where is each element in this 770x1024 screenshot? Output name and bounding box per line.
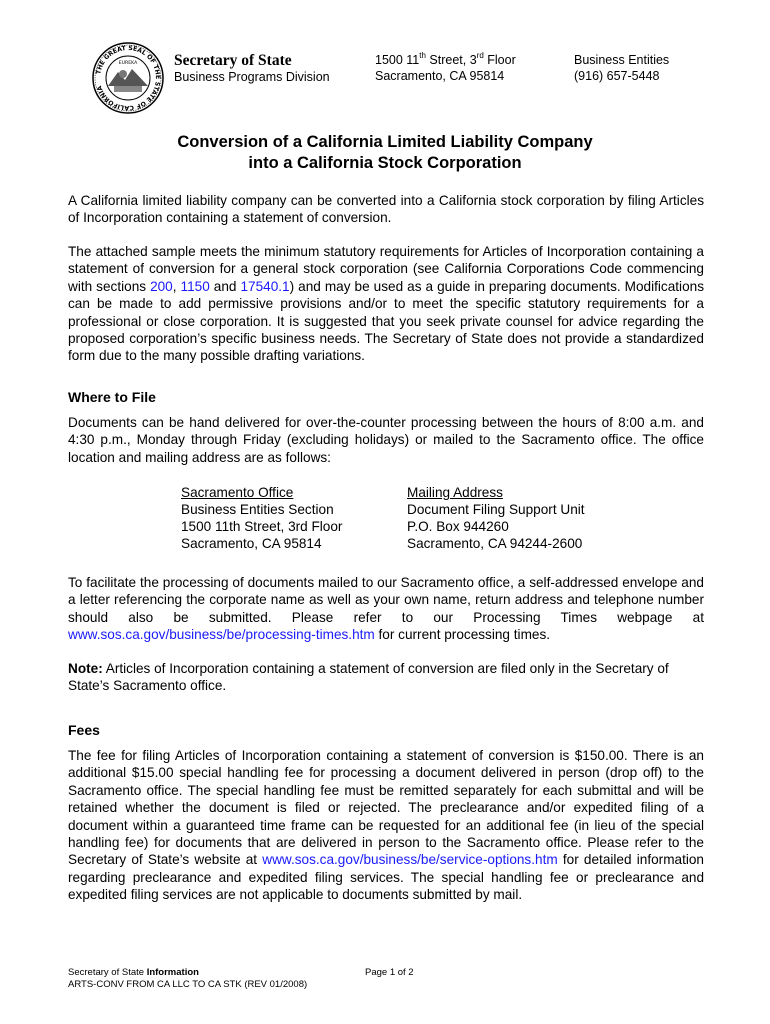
header-business-entities: Business Entities [574,53,670,67]
link-service-options[interactable]: www.sos.ca.gov/business/be/service-options.htm [262,852,558,868]
state-seal-logo [92,42,164,114]
footer-left: Secretary of State Information ARTS-CONV FROM CA LLC TO CA STK (REV 01/2008) [68,967,308,990]
intro-paragraph-2: The attached sample meets the minimum statutory requirements for Articles of Incorporation containing a statement of conversion for a general stock corporation (see California Corporations Code commencing with sections 200, 1150 and 17540.1) and may be used as a guide in preparing documents. Modifications can be made to add permissive provisions and/or to meet the specific statutory requirements for a professional or close corporation. It is suggested that you seek private counsel for advice regarding the proposed corporation’s specific business needs. The Secretary of State does not provide a standardized form due to the many possible drafting variations. [68,244,704,364]
sacramento-office-address: Sacramento Office Business Entities Section 1500 11th Street, 3rd Floor Sacramento, CA 95814 [181,485,343,551]
link-section-200[interactable]: 200 [150,278,173,294]
note-label: Note: [68,661,103,676]
seal-ring-text: THE GREAT SEAL OF THE STATE OF CALIFORNIA [95,44,162,112]
fees-paragraph: The fee for filing Articles of Incorporation containing a statement of conversion is $150.00. There is an additional $15.00 special handling fee for processing a document delivered in person (drop off) to the Sacramento office. The special handling fee must be remitted separately for each submittal and will be retained whether the document is filed or rejected. The preclearance and/or expedited filing of a document within a guaranteed time frame can be requested for an additional fee (in lieu of the special handling fee) for documents that are delivered in person to the Sacramento office. Please refer to the Secretary of State’s website at www.sos.ca.gov/business/be/service-options.htm for detailed information regarding preclearance and expedited filing services. The special handling fee or preclearance and expedited filing services are not applicable to documents submitted by mail. [68,748,704,903]
sacramento-office-label: Sacramento Office [181,485,294,500]
mailing-address-label: Mailing Address [407,485,503,500]
header-address-line1: 1500 11th Street, 3rd Floor [375,51,516,67]
link-processing-times[interactable]: www.sos.ca.gov/business/be/processing-times.htm [68,627,375,643]
header-address-line2: Sacramento, CA 95814 [375,69,505,83]
where-to-file-heading: Where to File [68,389,156,405]
header-org: Secretary of State [174,52,292,69]
where-paragraph-1: Documents can be hand delivered for over-the-counter processing between the hours of 8:00 a.m. and 4:30 p.m., Monday through Friday (excluding holidays) or mailed to the Sacramento office. The office location and mailing address are as follows: [68,415,704,465]
seal-motto: EUREKA [118,61,138,66]
fees-heading: Fees [68,722,100,738]
where-paragraph-2: To facilitate the processing of documents mailed to our Sacramento office, a self-addressed envelope and a letter referencing the corporate name as well as your own name, return address and telephone number should also be submitted. Please refer to our Processing Times webpage at www.sos.ca.gov/business/be/processing-times.htm for current processing times. [68,575,704,643]
link-section-1150[interactable]: 1150 [180,278,210,294]
link-section-17540-1[interactable]: 17540.1 [240,278,290,294]
page-title-line2: into a California Stock Corporation [248,154,522,172]
page-title-line1: Conversion of a California Limited Liability Company [177,133,593,151]
mailing-address: Mailing Address Document Filing Support Unit P.O. Box 944260 Sacramento, CA 94244-2600 [407,485,585,551]
note-paragraph: Note: Articles of Incorporation containing a statement of conversion are filed only in the Secretary of State’s Sacramento office. [68,661,669,694]
header-phone: (916) 657-5448 [574,69,660,83]
footer-page-number: Page 1 of 2 [365,967,414,978]
page-title [68,132,702,174]
intro-paragraph-1: A California limited liability company can be converted into a California stock corporation by filing Articles of Incorporation containing a statement of conversion. [68,193,704,226]
header-division: Business Programs Division [174,70,330,84]
